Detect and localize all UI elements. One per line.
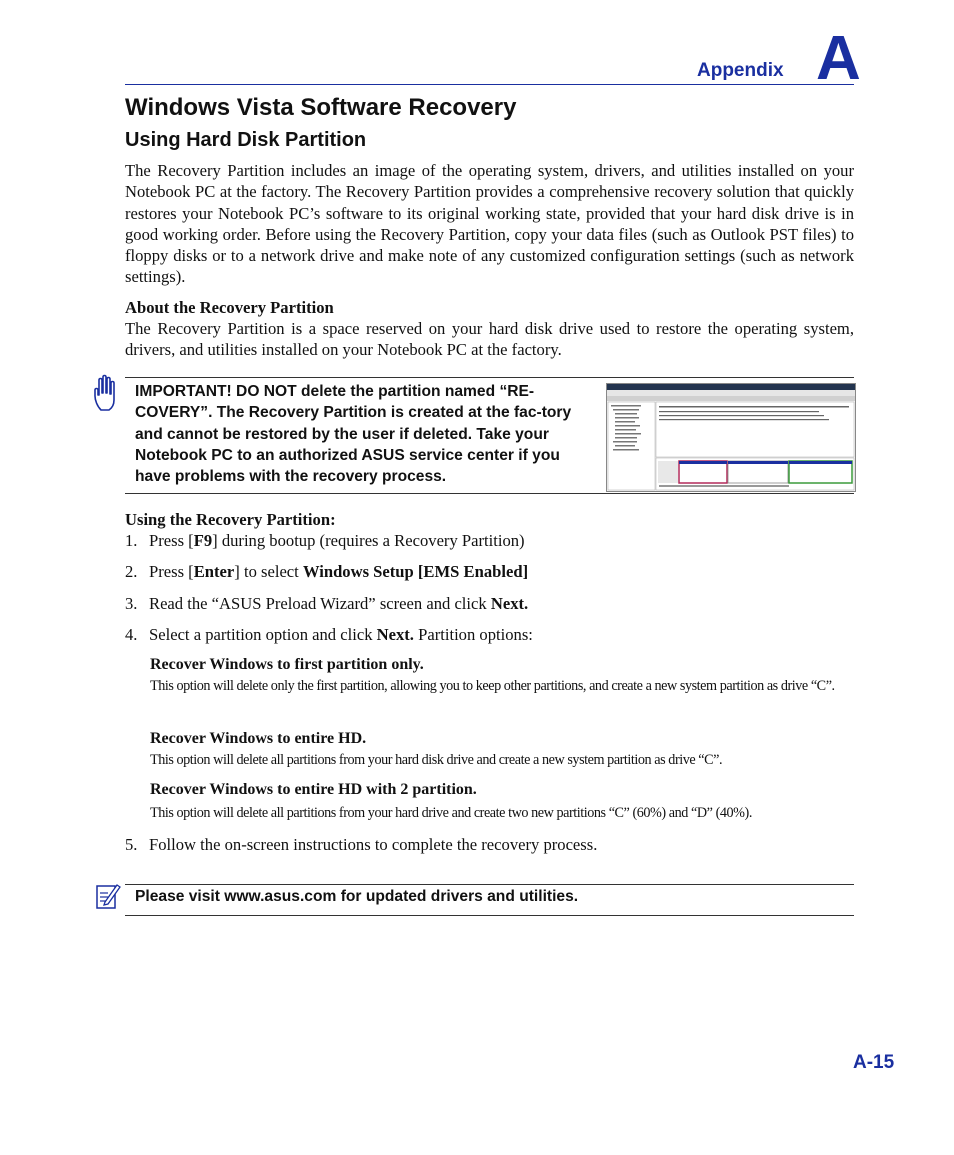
note-top-rule — [125, 884, 854, 885]
step-3: 3. Read the “ASUS Preload Wizard” screen and click Next. — [125, 594, 529, 613]
important-top-rule — [125, 377, 854, 378]
option-2-desc: This option will delete all partitions from your hard disk drive and create a new system partition as drive “C”. — [150, 752, 723, 768]
option-1-title: Recover Windows to first partition only. — [150, 656, 424, 673]
page-title: Windows Vista Software Recovery — [125, 94, 517, 121]
intro-paragraph: The Recovery Partition includes an image of the operating system, drivers, and utilities installed on your Notebook PC at the factory. The Recovery Partition provides a comprehensive recovery solution that quickly restores your Notebook PC’s software to its original working state, provided that your hard disk drive is in good working order. Before using the Recovery Partition, copy your data files (such as Outlook PST files) to floppy disks or to a network drive and make note of any customized configuration settings (such as network settings). — [125, 161, 854, 287]
option-2-title: Recover Windows to entire HD. — [150, 730, 367, 747]
step-1: 1. Press [F9] during bootup (requires a Recovery Partition) — [125, 531, 525, 550]
step-4: 4. Select a partition option and click Next. Partition options: — [125, 625, 533, 644]
note-bottom-rule — [125, 915, 854, 916]
important-notice: IMPORTANT! DO NOT delete the partition named “RE-COVERY”. The Recovery Partition is created at the fac-tory and cannot be restored by the user if deleted. Take your Notebook PC to an authorized ASUS service center if you have problems with the recovery process. — [135, 383, 572, 486]
option-3-desc: This option will delete all partitions from your hard drive and create two new partitions “C” (60%) and “D” (40%). — [150, 805, 752, 821]
note-pencil-icon — [95, 882, 121, 910]
hand-icon — [92, 374, 122, 414]
about-text: The Recovery Partition is a space reserved on your hard disk drive used to restore the operating system, drivers, and utilities installed on your Notebook PC at the factory. — [125, 319, 854, 360]
header-rule — [125, 84, 854, 85]
important-bottom-rule — [125, 493, 854, 494]
disk-management-screenshot — [606, 383, 856, 492]
step-5: 5. Follow the on-screen instructions to complete the recovery process. — [125, 835, 598, 854]
note-text: Please visit www.asus.com for updated drivers and utilities. — [135, 888, 579, 905]
section-title: Using Hard Disk Partition — [125, 129, 367, 151]
appendix-label: Appendix — [697, 60, 784, 81]
option-3-title: Recover Windows to entire HD with 2 partition. — [150, 781, 477, 798]
using-heading: Using the Recovery Partition: — [125, 510, 336, 529]
about-heading: About the Recovery Partition — [125, 298, 334, 317]
step-2: 2. Press [Enter] to select Windows Setup [EMS Enabled] — [125, 562, 529, 581]
option-1-desc: This option will delete only the first partition, allowing you to keep other partitions, and create a new system partition as drive “C”. — [150, 678, 835, 694]
appendix-letter: A — [816, 24, 861, 93]
page-number: A-15 — [853, 1052, 895, 1073]
